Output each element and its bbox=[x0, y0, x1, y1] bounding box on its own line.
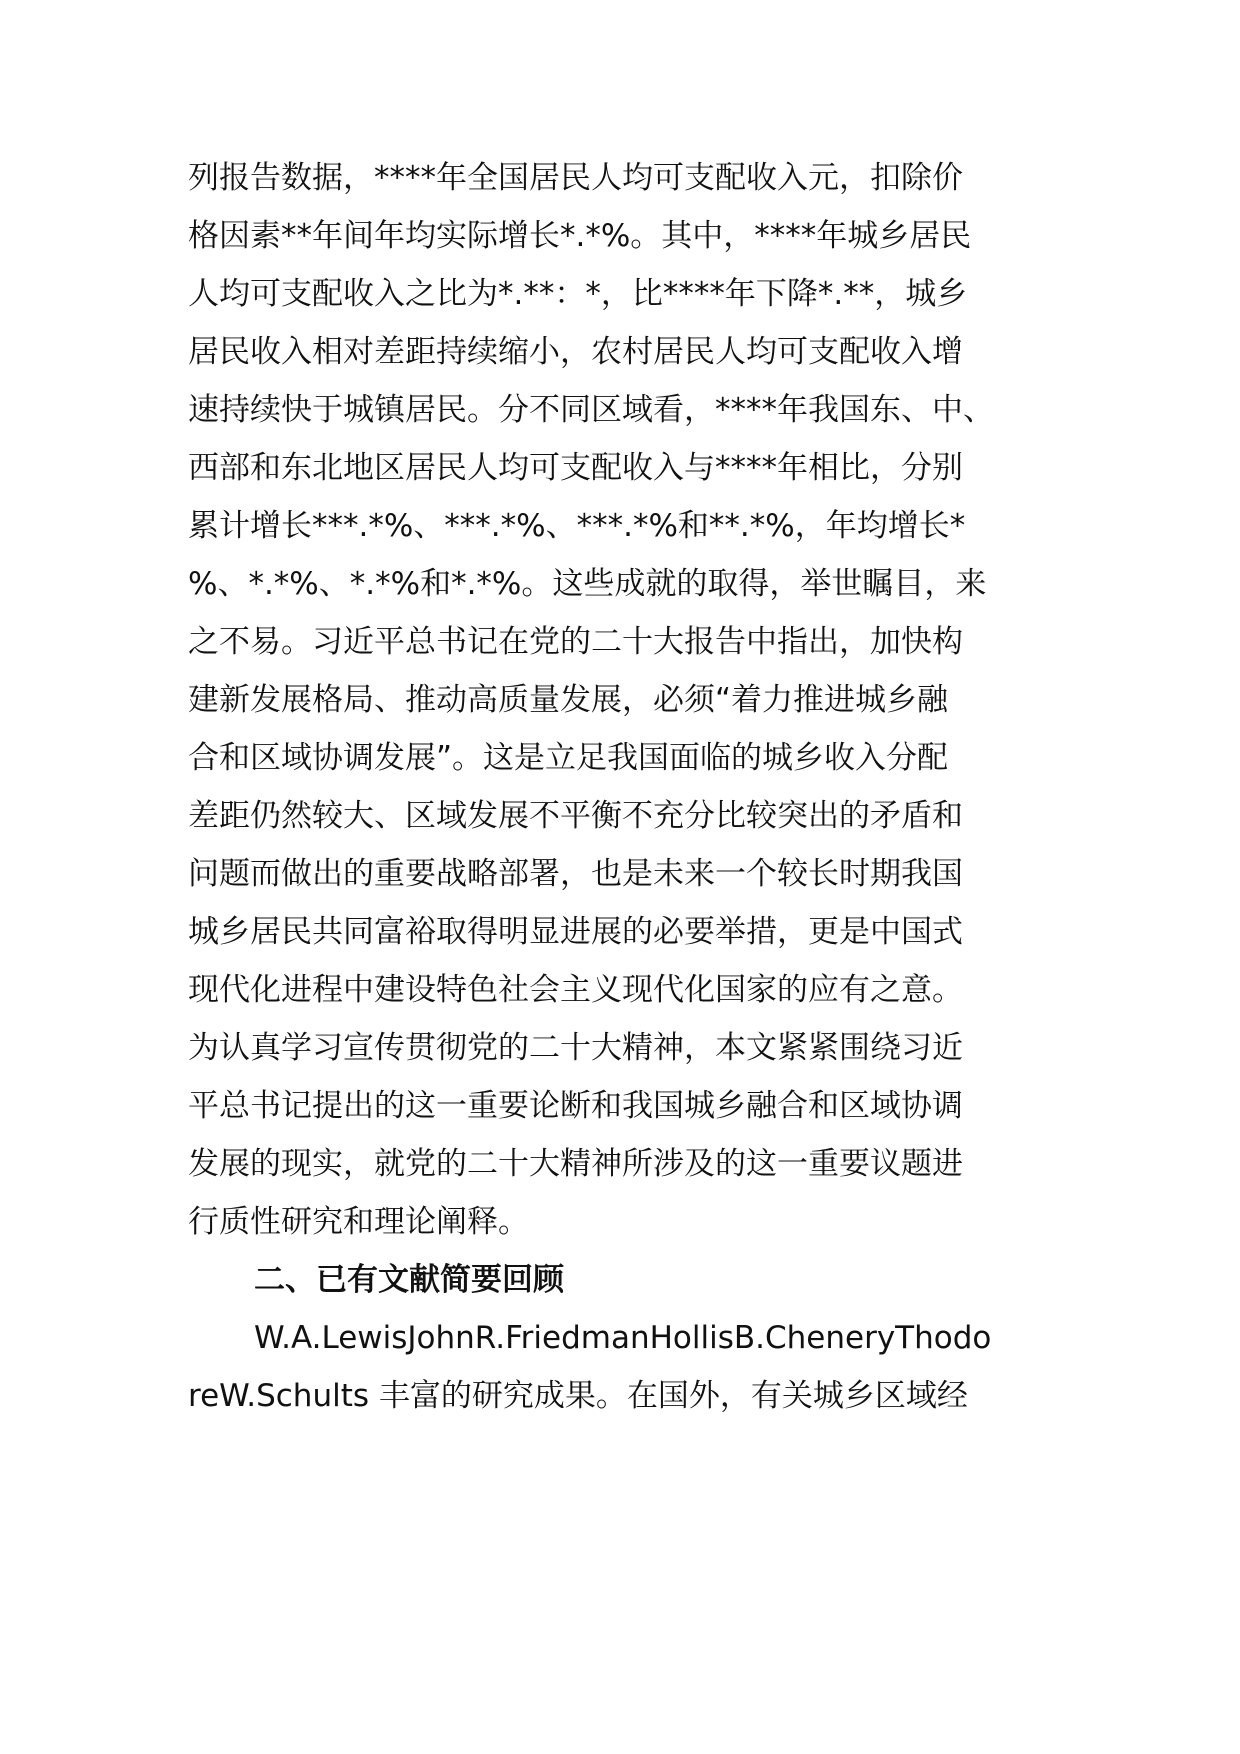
body-line: 城乡居民共同富裕取得明显进展的必要举措，更是中国式 bbox=[188, 914, 963, 950]
body-line: reW.Schults 丰富的研究成果。在国外，有关城乡区域经 bbox=[188, 1378, 968, 1414]
body-line: 行质性研究和理论阐释。 bbox=[188, 1204, 529, 1240]
body-line: 问题而做出的重要战略部署，也是未来一个较长时期我国 bbox=[188, 856, 963, 892]
body-line: 之不易。习近平总书记在党的二十大报告中指出，加快构 bbox=[188, 624, 963, 660]
body-line: 发展的现实，就党的二十大精神所涉及的这一重要议题进 bbox=[188, 1146, 963, 1182]
body-line: 格因素**年间年均实际增长*.*%。其中，****年城乡居民 bbox=[188, 218, 972, 254]
body-line: 现代化进程中建设特色社会主义现代化国家的应有之意。 bbox=[188, 972, 963, 1008]
body-line: %、*.*%、*.*%和*.*%。这些成就的取得，举世瞩目，来 bbox=[188, 566, 987, 602]
body-line: 西部和东北地区居民人均可支配收入与****年相比，分别 bbox=[188, 450, 963, 486]
body-line: 合和区域协调发展”。这是立足我国面临的城乡收入分配 bbox=[188, 740, 949, 776]
section-heading: 二、已有文献简要回顾 bbox=[254, 1262, 564, 1298]
body-line: 速持续快于城镇居民。分不同区域看，****年我国东、中、 bbox=[188, 392, 994, 428]
body-line: 平总书记提出的这一重要论断和我国城乡融合和区域协调 bbox=[188, 1088, 963, 1124]
body-line: 为认真学习宣传贯彻党的二十大精神，本文紧紧围绕习近 bbox=[188, 1030, 963, 1066]
body-line: 居民收入相对差距持续缩小，农村居民人均可支配收入增 bbox=[188, 334, 963, 370]
body-line: 列报告数据，****年全国居民人均可支配收入元，扣除价 bbox=[188, 160, 963, 196]
body-line: 累计增长***.*%、***.*%、***.*%和**.*%，年均增长* bbox=[188, 508, 966, 544]
body-line: W.A.LewisJohnR.FriedmanHollisB.CheneryThodo bbox=[254, 1320, 992, 1356]
body-line: 建新发展格局、推动高质量发展，必须“着力推进城乡融 bbox=[188, 682, 949, 718]
body-line: 人均可支配收入之比为*.**：*，比****年下降*.**，城乡 bbox=[188, 276, 968, 312]
body-line: 差距仍然较大、区域发展不平衡不充分比较突出的矛盾和 bbox=[188, 798, 963, 834]
